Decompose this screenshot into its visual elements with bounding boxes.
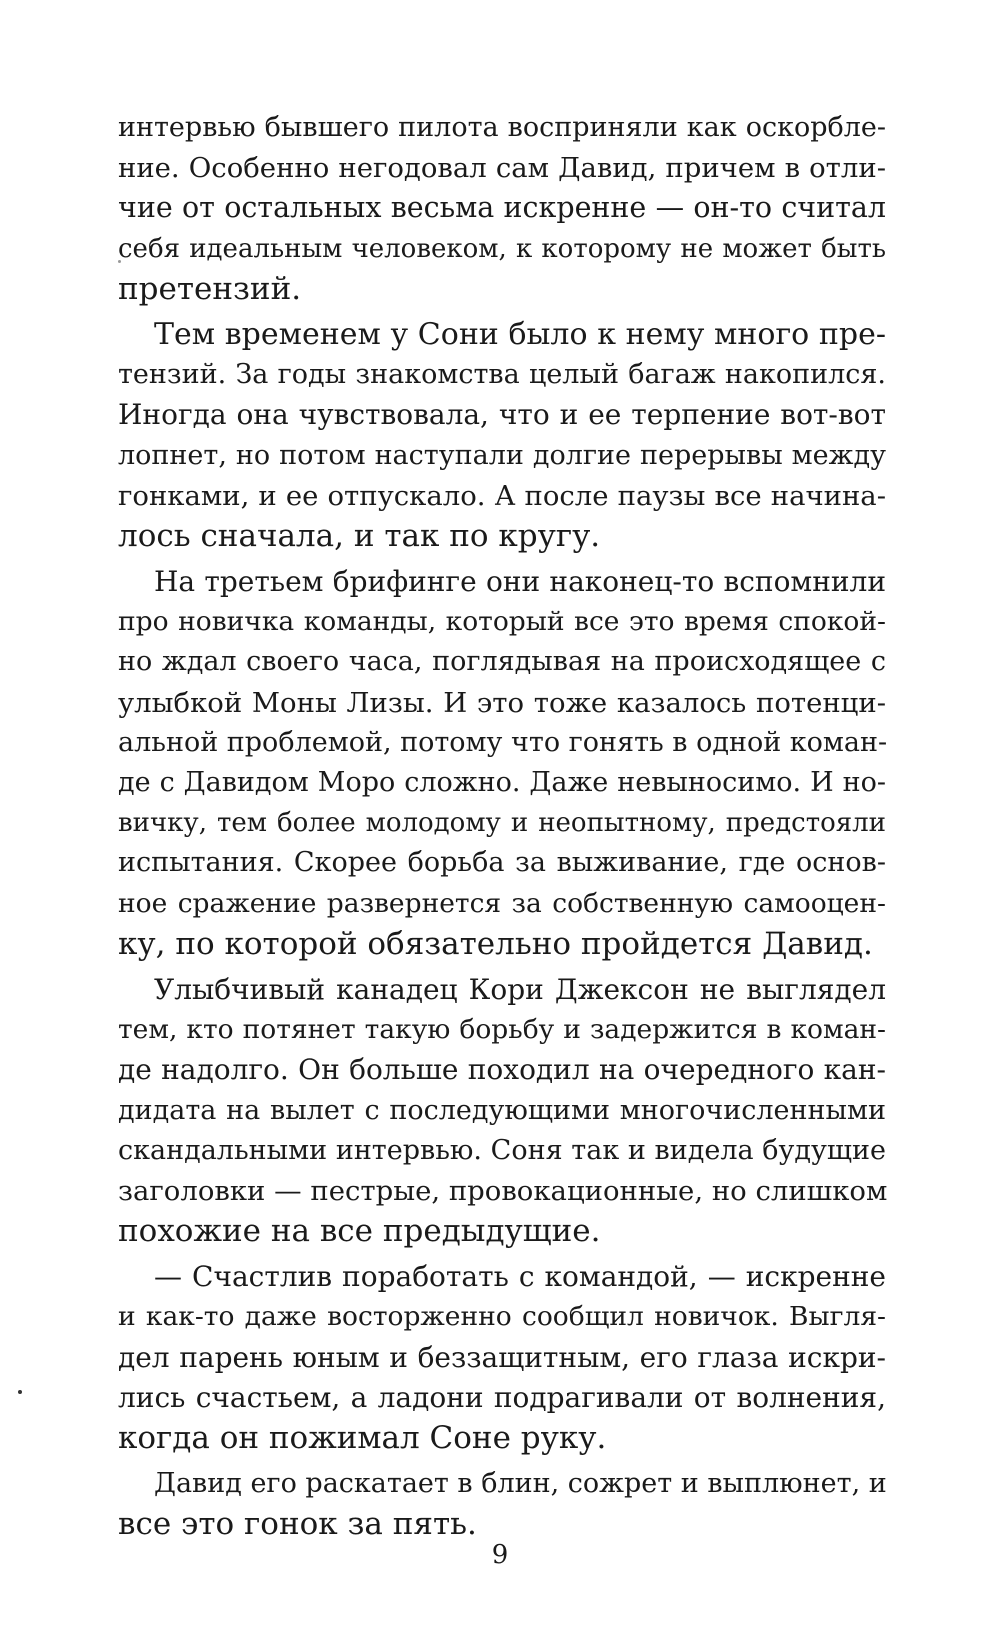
text-line: дидата на вылет с последующими многочисленными (118, 1094, 886, 1126)
text-line: все это гонок за пять. (118, 1506, 477, 1543)
text-line: Иногда она чувствовала, что и ее терпение вот-вот (118, 398, 886, 432)
text-line: лись счастьем, а ладони подрагивали от волнения, (118, 1380, 886, 1414)
text-line: — Счастлив поработать с командой, — искренне (154, 1260, 886, 1294)
page-number: 9 (491, 1540, 509, 1570)
text-line: скандальными интервью. Соня так и видела будущие (118, 1134, 886, 1166)
paragraph (118, 562, 886, 964)
text-line: когда он пожимал Соне руку. (118, 1420, 607, 1456)
text-line: гонками, и ее отпускало. А после паузы все начина- (118, 479, 886, 512)
text-line: тем, кто потянет такую борьбу и задержится в коман- (118, 1014, 886, 1046)
text-line: де с Давидом Моро сложно. Даже невыносимо. И но- (118, 767, 886, 798)
text-line: На третьем брифинге они наконец-то вспомнили (154, 565, 886, 599)
text-line: себя идеальным человеком, к которому не может быть (118, 233, 886, 264)
text-line: альной проблемой, потому что гонять в одной коман- (118, 726, 888, 758)
text-line: ное сражение развернется за собственную самооцен- (118, 887, 886, 919)
text-line: но ждал своего часа, поглядывая на происходящее с (118, 646, 886, 678)
body-text (118, 108, 886, 1545)
text-line: Улыбчивый канадец Кори Джексон не выглядел (154, 972, 886, 1006)
text-line: ние. Особенно негодовал сам Давид, причем в отли- (118, 152, 886, 185)
text-line: улыбкой Моны Лизы. И это тоже казалось потенци- (118, 686, 886, 719)
text-line: тензий. За годы знакомства целый багаж накопился. (118, 359, 886, 391)
text-line: дел парень юным и беззащитным, его глаза искри- (118, 1340, 886, 1374)
paragraph (118, 1257, 886, 1458)
text-line: про новичка команды, который все это время спокой- (118, 606, 886, 638)
text-line: чие от остальных весьма искренне — он-то считал (118, 191, 886, 225)
text-line: ку, по которой обязательно пройдется Давид. (118, 925, 873, 962)
text-line: Давид его раскатает в блин, сожрет и выплюнет, и (154, 1468, 887, 1500)
paragraph (118, 970, 886, 1251)
paragraph (118, 1464, 886, 1544)
text-line: лось сначала, и так по кругу. (118, 517, 601, 554)
text-line: де надолго. Он больше походил на очередного кан- (118, 1053, 886, 1087)
text-line: вичку, тем более молодому и неопытному, предстояли (118, 808, 886, 839)
text-line: испытания. Скорее борьба за выживание, где основ- (118, 847, 886, 879)
text-line: и как-то даже восторженно сообщил новичок. Выгля- (118, 1301, 886, 1333)
text-line: лопнет, но потом наступали долгие перерывы между (118, 439, 886, 471)
text-line: похожие на все предыдущие. (118, 1213, 601, 1250)
text-line: заголовки — пестрые, провокационные, но слишком (118, 1174, 888, 1207)
print-speck (18, 1390, 22, 1394)
text-line: претензий. (118, 270, 302, 307)
text-line: Тем временем у Сони было к нему много пре- (154, 316, 886, 352)
text-line: интервью бывшего пилота восприняли как оскорбле- (118, 112, 886, 143)
paragraph (118, 108, 886, 309)
paragraph (118, 315, 886, 556)
